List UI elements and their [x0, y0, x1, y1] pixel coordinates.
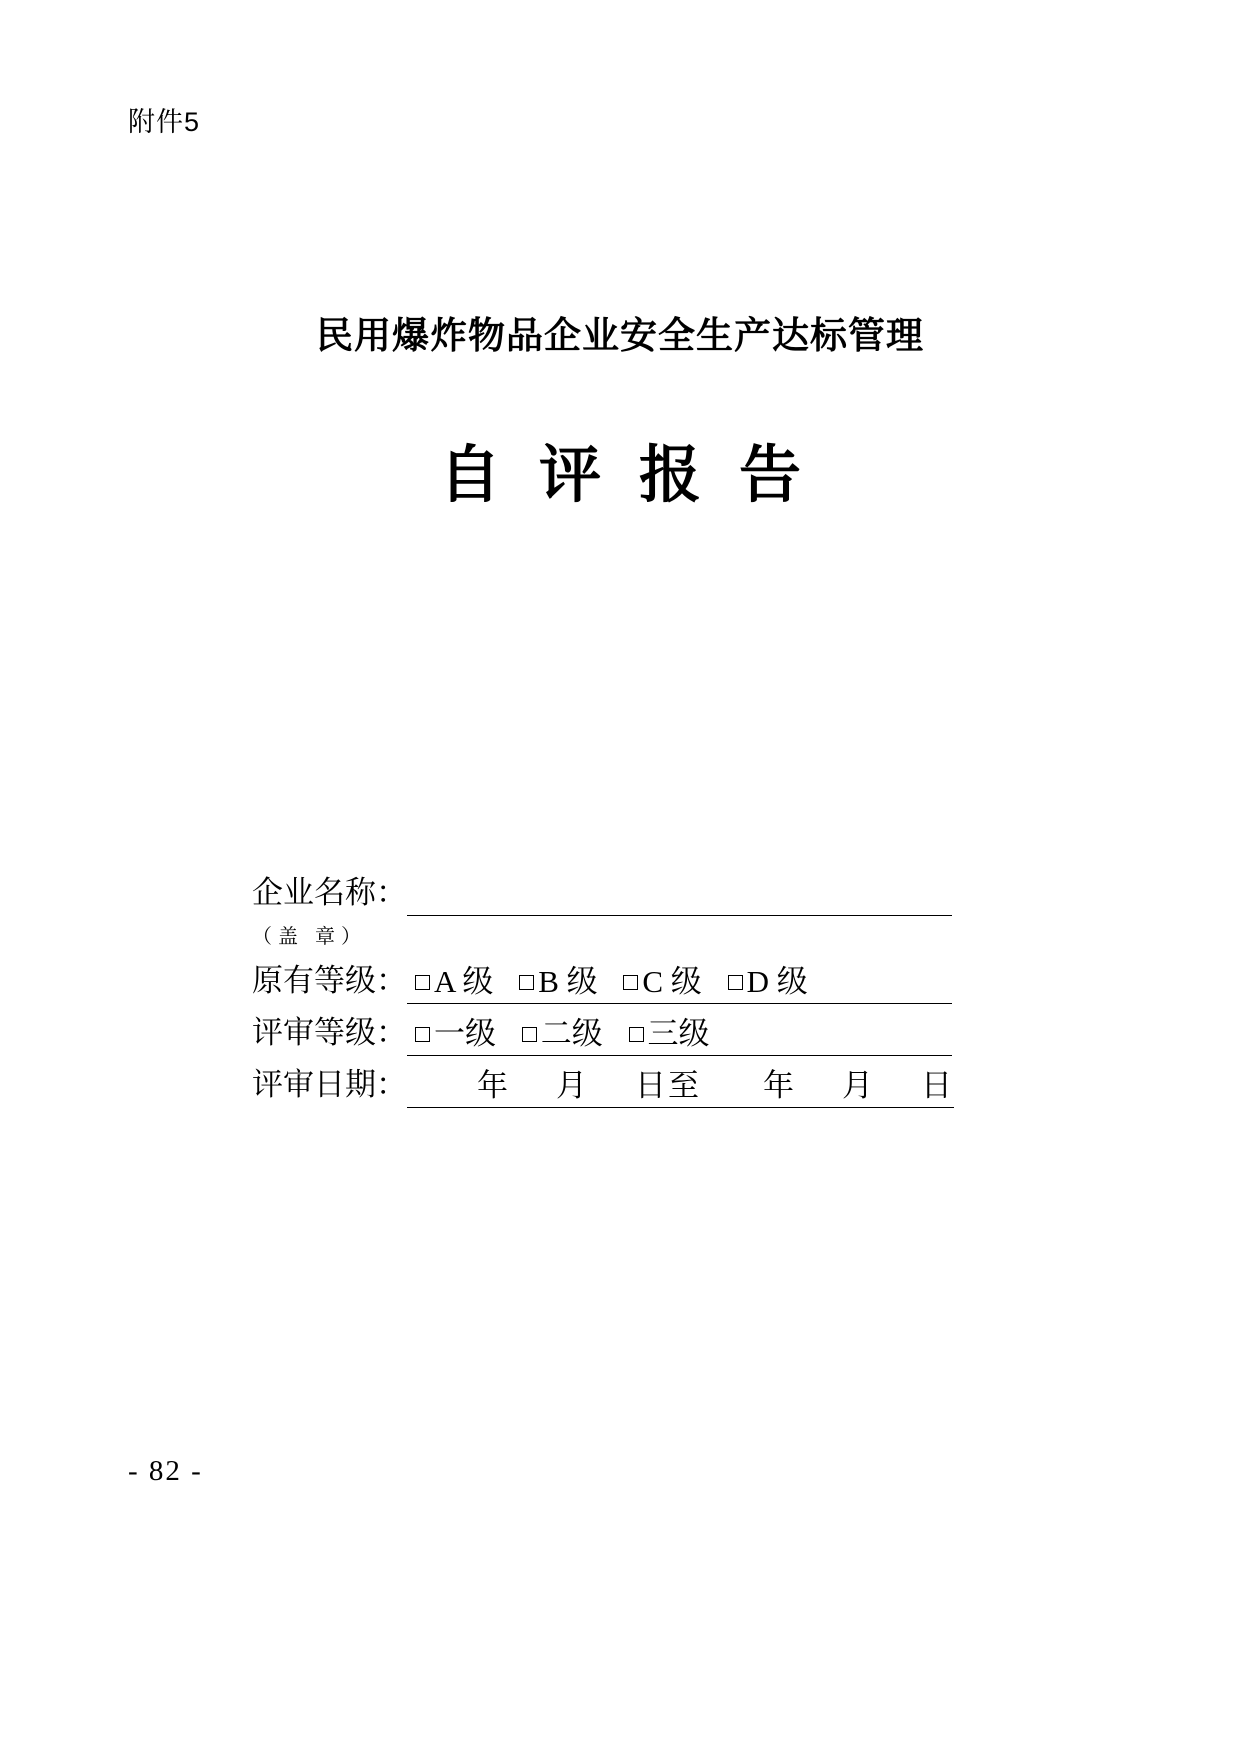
- checkbox-icon[interactable]: [629, 1027, 644, 1042]
- review-date-month2: 月: [842, 1068, 875, 1103]
- original-grade-option-a[interactable]: [415, 961, 493, 1003]
- original-grade-option-b[interactable]: [519, 961, 597, 1003]
- review-date-day: 日: [635, 1068, 668, 1103]
- checkbox-icon[interactable]: [415, 1027, 430, 1042]
- form-row-original-grade: [252, 958, 952, 1004]
- original-grade-option-c[interactable]: [623, 961, 701, 1003]
- document-title-sub: 自评报告: [438, 438, 839, 511]
- original-grade-option-b-label: B 级: [538, 964, 598, 999]
- cover-form: [252, 870, 952, 1114]
- checkbox-icon[interactable]: [522, 1027, 537, 1042]
- checkbox-icon[interactable]: [415, 975, 430, 990]
- original-grade-option-d[interactable]: [728, 961, 808, 1003]
- review-date-day2: 日: [921, 1068, 954, 1103]
- review-date-label: 评审日期：: [252, 1067, 407, 1102]
- review-grade-option-2-label: 二级: [540, 1016, 603, 1051]
- review-grade-label: 评审等级：: [252, 1015, 407, 1050]
- checkbox-icon[interactable]: [623, 975, 638, 990]
- review-grade-option-1-label: 一级: [434, 1016, 496, 1051]
- review-date-field[interactable]: [407, 1065, 954, 1108]
- original-grade-option-d-label: D 级: [746, 964, 808, 999]
- original-grade-label: 原有等级：: [252, 963, 407, 998]
- review-date-year: 年: [477, 1068, 510, 1103]
- original-grade-options: [407, 961, 952, 1004]
- checkbox-icon[interactable]: [728, 975, 743, 990]
- checkbox-icon[interactable]: [519, 975, 534, 990]
- review-grade-options: [407, 1013, 952, 1056]
- review-date-to: 至: [668, 1068, 701, 1103]
- company-name-field[interactable]: [407, 874, 952, 916]
- review-date-month: 月: [556, 1068, 589, 1103]
- seal-note: （盖 章）: [252, 926, 367, 948]
- review-grade-option-3-label: 三级: [647, 1016, 710, 1051]
- company-name-label: 企业名称：: [252, 875, 407, 910]
- attachment-label: 附件5: [128, 107, 201, 137]
- page-number: - 82 -: [128, 1455, 203, 1487]
- original-grade-option-a-label: A 级: [434, 964, 494, 999]
- review-grade-option-3[interactable]: [629, 1013, 710, 1055]
- original-grade-option-c-label: C 级: [642, 964, 702, 999]
- review-date-year2: 年: [763, 1068, 796, 1103]
- review-grade-option-1[interactable]: [415, 1013, 496, 1055]
- form-row-company-name: [252, 870, 952, 916]
- form-row-review-grade: [252, 1010, 952, 1056]
- form-row-review-date: [252, 1062, 952, 1108]
- review-grade-option-2[interactable]: [522, 1013, 603, 1055]
- document-title-main: 民用爆炸物品企业安全生产达标管理: [316, 313, 924, 357]
